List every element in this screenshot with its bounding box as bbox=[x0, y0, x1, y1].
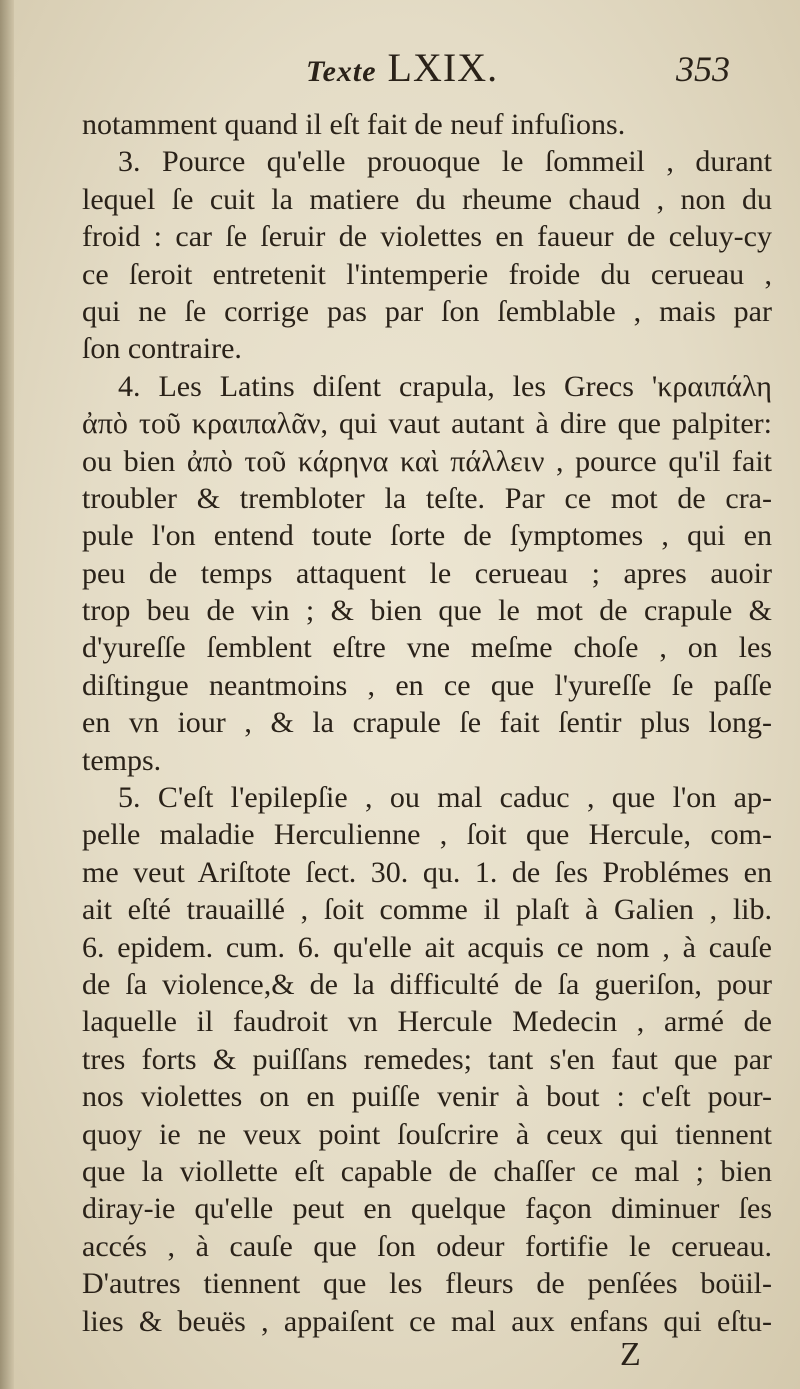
text-line: 6. epidem. cum. 6. qu'elle ait acquis ce nom , à cauſe bbox=[82, 930, 772, 964]
signature-mark: Z bbox=[620, 1336, 641, 1373]
text-line: qui ne ſe corrige pas par ſon ſemblable , mais par bbox=[82, 294, 772, 328]
text-line: de ſa violence,& de la difficulté de ſa gueriſon, pour bbox=[82, 967, 772, 1001]
text-line: ſon contraire. bbox=[82, 332, 242, 366]
text-line: ou bien ἀπὸ τοῦ κάρηνα καὶ πάλλειν , pource qu'il fait bbox=[82, 444, 772, 478]
running-title-numeral: LXIX. bbox=[376, 45, 499, 90]
text-line: en vn iour , & la crapule ſe fait ſentir plus long- bbox=[82, 706, 772, 740]
text-line: pelle maladie Herculienne , ſoit que Hercule, com- bbox=[82, 818, 772, 852]
running-title-italic: Texte bbox=[306, 55, 377, 88]
text-line: 4. Les Latins diſent crapula, les Grecs 'κραιπάλη bbox=[118, 369, 772, 403]
text-line: pule l'on entend toute ſorte de ſymptomes , qui en bbox=[82, 519, 772, 553]
text-line: d'yureſſe ſemblent eſtre vne meſme choſe , on les bbox=[82, 631, 772, 665]
text-line: lequel ſe cuit la matiere du rheume chaud , non du bbox=[82, 182, 772, 216]
text-line: accés , à cauſe que ſon odeur fortifie le cerueau. bbox=[82, 1229, 772, 1263]
page-binding-edge bbox=[0, 0, 14, 1389]
text-line: quoy ie ne veux point ſouſcrire à ceux qui tiennent bbox=[82, 1117, 772, 1151]
text-line: tres forts & puiſſans remedes; tant s'en faut que par bbox=[82, 1042, 772, 1076]
text-line: que la viollette eſt capable de chaſſer ce mal ; bien bbox=[82, 1154, 772, 1188]
body-text bbox=[82, 106, 772, 1340]
page-number: 353 bbox=[676, 49, 730, 89]
text-line: nos violettes on en puiſſe venir à bout : c'eſt pour- bbox=[82, 1080, 772, 1114]
text-line: diſtingue neantmoins , en ce que l'yureſſe ſe paſſe bbox=[82, 668, 772, 702]
text-line: troubler & trembloter la teſte. Par ce mot de cra- bbox=[82, 481, 772, 515]
text-line: D'autres tiennent que les fleurs de penſées boüil- bbox=[82, 1267, 772, 1301]
text-line: ce ſeroit entretenit l'intemperie froide du cerueau , bbox=[82, 257, 772, 291]
running-title bbox=[306, 44, 498, 91]
text-line: temps. bbox=[82, 743, 162, 777]
text-line: peu de temps attaquent le cerueau ; apres auoir bbox=[82, 556, 772, 590]
text-line: laquelle il faudroit vn Hercule Medecin , armé de bbox=[82, 1005, 772, 1039]
text-line: ἀπὸ τοῦ κραιπαλᾶν, qui vaut autant à dire que palpiter: bbox=[82, 407, 772, 441]
text-line: 5. C'eſt l'epilepſie , ou mal caduc , que l'on ap- bbox=[118, 781, 772, 815]
text-line: 3. Pource qu'elle prouoque le ſommeil , durant bbox=[118, 145, 772, 179]
text-line: trop beu de vin ; & bien que le mot de crapule & bbox=[82, 594, 772, 628]
text-line: me veut Ariſtote ſect. 30. qu. 1. de ſes Problémes en bbox=[82, 855, 772, 889]
text-line: lies & beuës , appaiſent ce mal aux enfans qui eſtu- bbox=[82, 1304, 772, 1338]
text-line: notamment quand il eſt fait de neuf infuſions. bbox=[82, 108, 626, 141]
page-header bbox=[0, 44, 800, 96]
text-line: froid : car ſe ſeruir de violettes en faueur de celuy-cy bbox=[82, 220, 772, 254]
text-line: diray-ie qu'elle peut en quelque façon diminuer ſes bbox=[82, 1192, 772, 1226]
text-line: ait eſté trauaillé , ſoit comme il plaſt à Galien , lib. bbox=[82, 893, 772, 927]
